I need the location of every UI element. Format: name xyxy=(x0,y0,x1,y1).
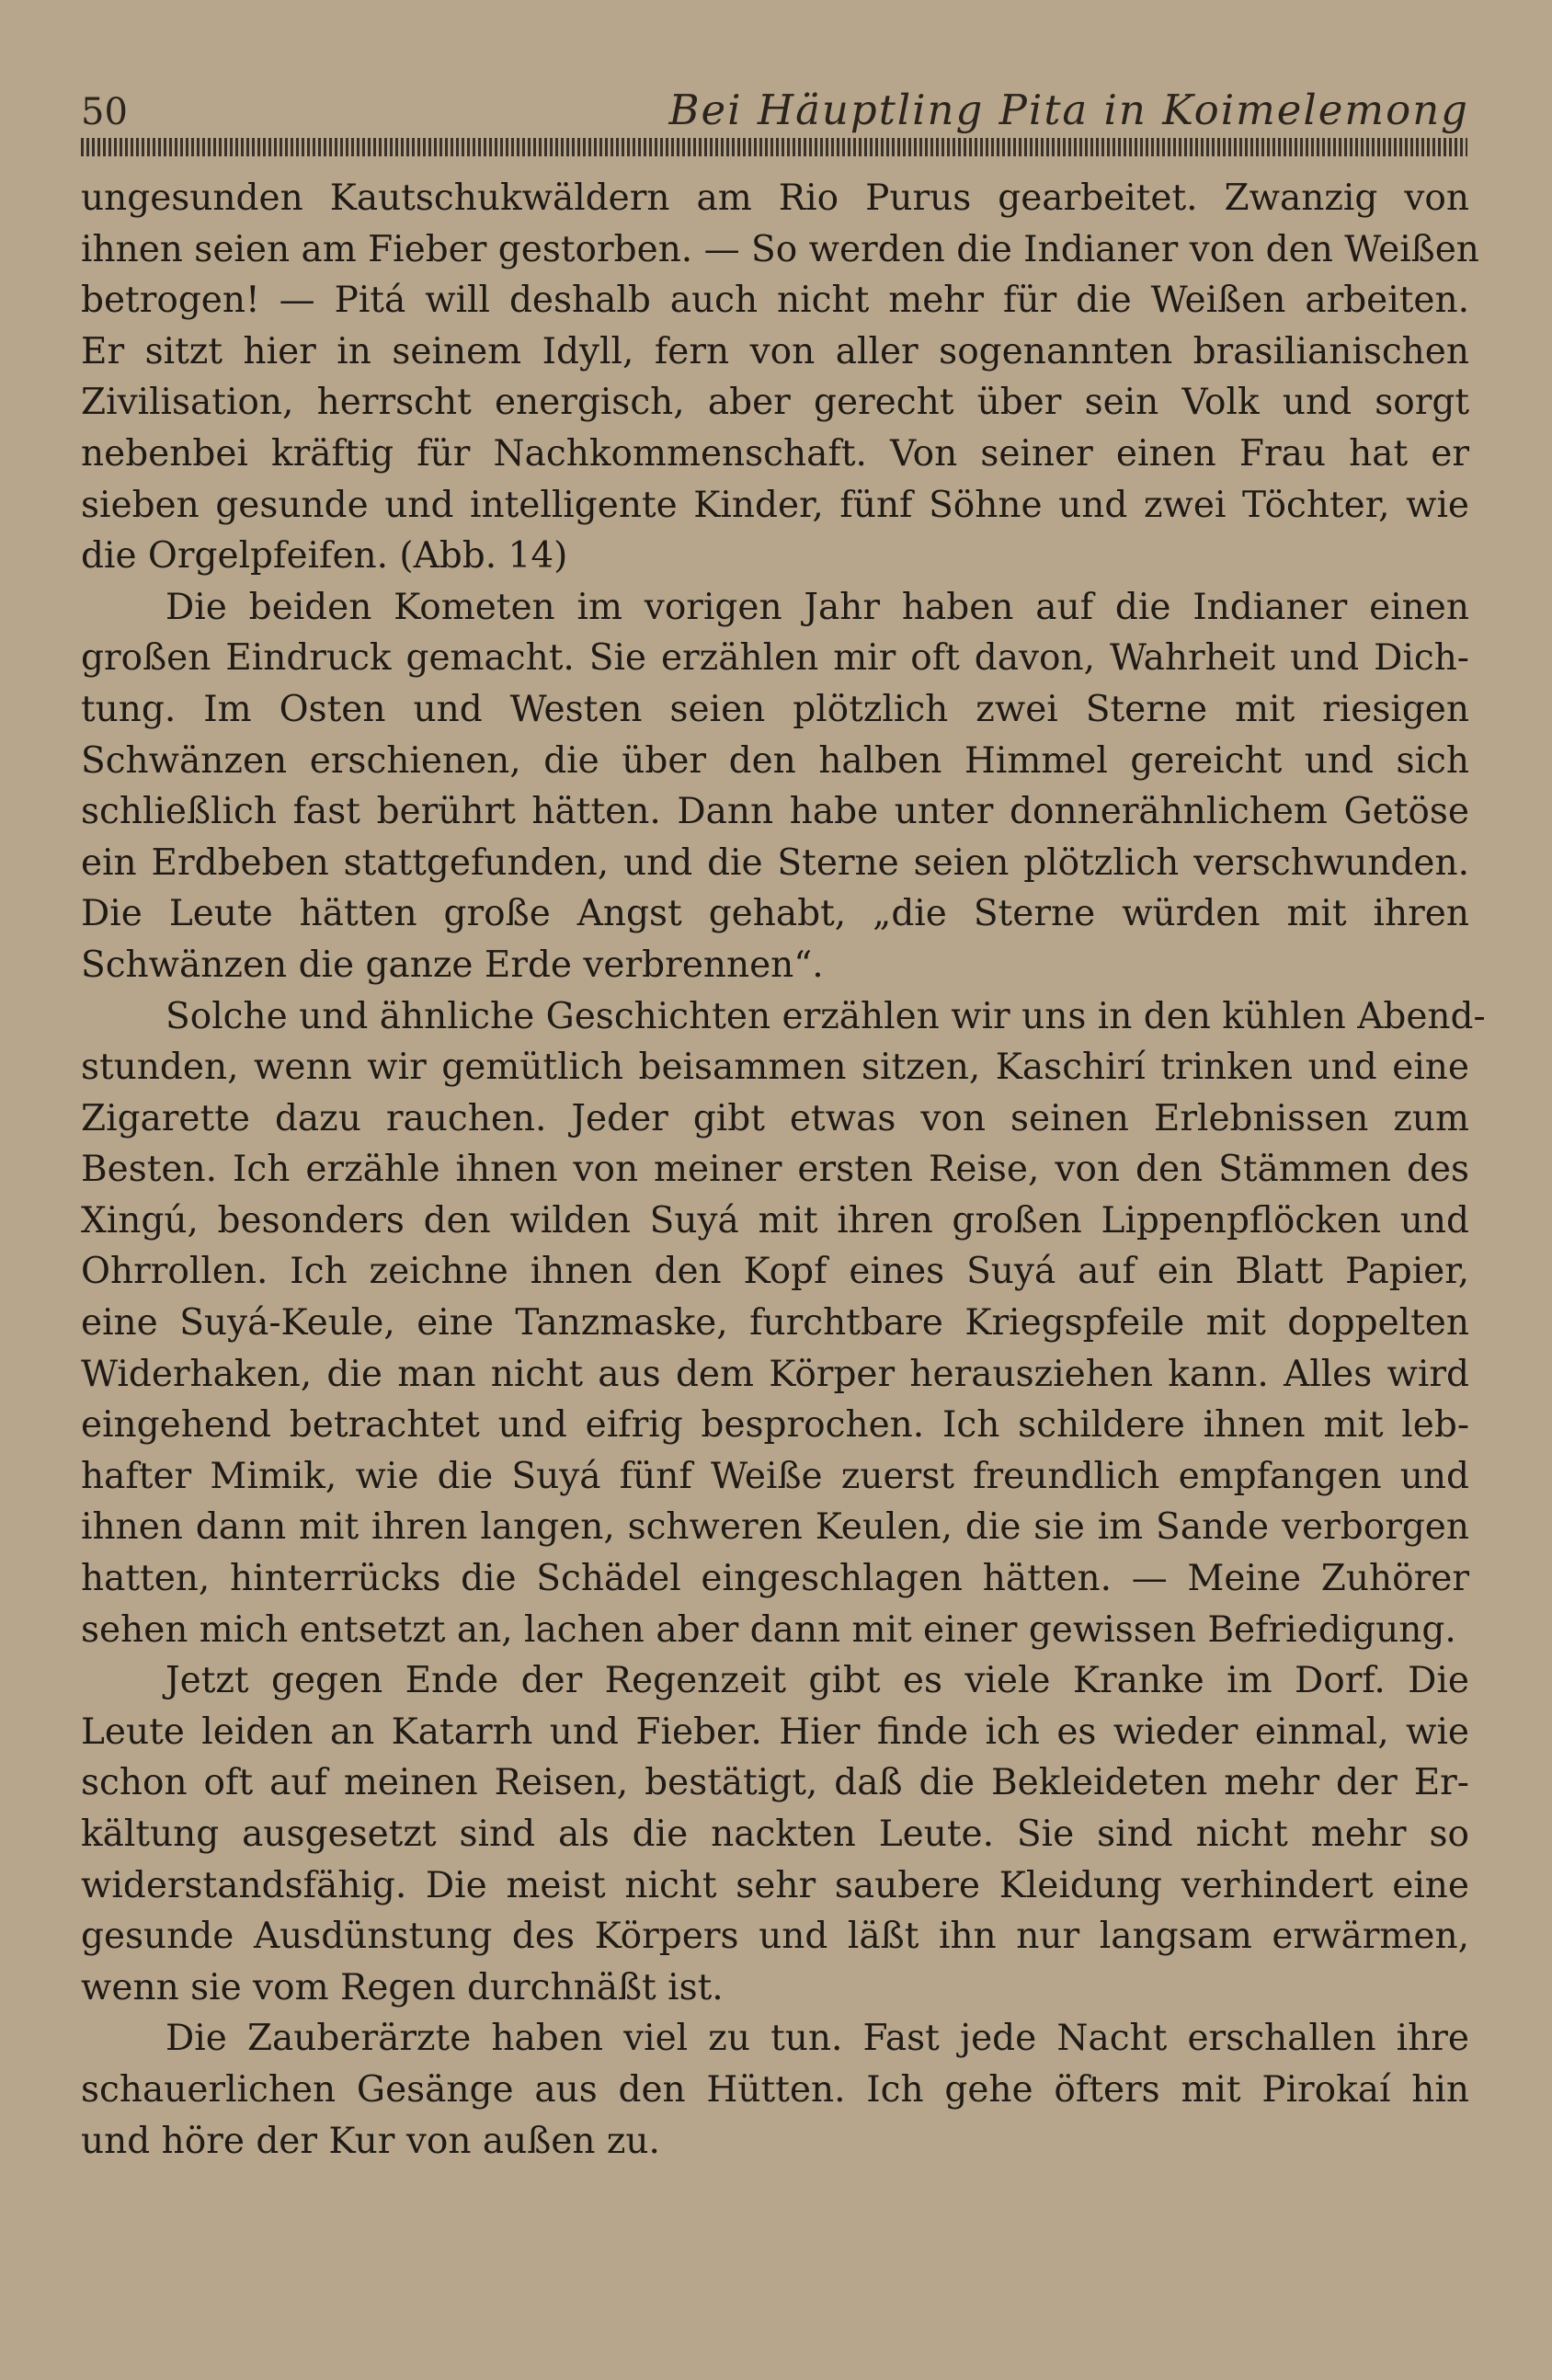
text-line: schauerlichen Gesänge aus den Hütten. Ich gehe öfters mit Pirokaí hin xyxy=(81,2068,1469,2111)
text-line: großen Eindruck gemacht. Sie erzählen mir oft davon, Wahrheit und Dich- xyxy=(81,637,1469,680)
text-line: Leute leiden an Katarrh und Fieber. Hier finde ich es wieder einmal, wie xyxy=(81,1711,1469,1753)
paragraph-first-line: Die Zauberärzte haben viel zu tun. Fast jede Nacht erschallen ihre xyxy=(165,2018,1469,2060)
text-line: und höre der Kur von außen zu. xyxy=(81,2120,660,2162)
text-line: gesunde Ausdünstung des Körpers und läßt ihn nur langsam erwärmen, xyxy=(81,1916,1469,1958)
text-line: kältung ausgesetzt sind als die nackten Leute. Sie sind nicht mehr so xyxy=(81,1814,1469,1855)
text-line: Zivilisation, herrscht energisch, aber gerecht über sein Volk und sorgt xyxy=(81,382,1469,424)
text-line: ihnen dann mit ihren langen, schweren Keulen, die sie im Sande verborgen xyxy=(81,1506,1469,1549)
paragraph-first-line: Solche und ähnliche Geschichten erzählen wir uns in den kühlen Abend- xyxy=(165,995,1486,1037)
text-line: hatten, hinterrücks die Schädel eingeschlagen hätten. — Meine Zuhörer xyxy=(81,1558,1469,1600)
text-line: Die Leute hätten große Angst gehabt, „die Sterne würden mit ihren xyxy=(81,893,1469,935)
text-line: wenn sie vom Regen durchnäßt ist. xyxy=(81,1966,724,2008)
text-line: nebenbei kräftig für Nachkommenschaft. Von seiner einen Frau hat er xyxy=(81,432,1469,475)
paragraph-first-line: Die beiden Kometen im vorigen Jahr haben auf die Indianer einen xyxy=(165,586,1469,628)
text-line: Xingú, besonders den wilden Suyá mit ihren großen Lippenpflöcken und xyxy=(81,1199,1469,1241)
text-line: ein Erdbeben stattgefunden, und die Sterne seien plötzlich verschwunden. xyxy=(81,841,1469,884)
text-line: Besten. Ich erzähle ihnen von meiner ersten Reise, von den Stämmen des xyxy=(81,1149,1469,1191)
running-title: Bei Häuptling Pita in Koimelemong xyxy=(668,86,1469,134)
text-line: eingehend betrachtet und eifrig besprochen. Ich schildere ihnen mit leb- xyxy=(81,1404,1469,1447)
paragraph-first-line: Jetzt gegen Ende der Regenzeit gibt es viele Kranke im Dorf. Die xyxy=(165,1660,1469,1702)
text-line: Ohrrollen. Ich zeichne ihnen den Kopf eines Suyá auf ein Blatt Papier, xyxy=(81,1251,1469,1293)
page-number: 50 xyxy=(81,91,128,133)
text-line: die Orgelpfeifen. (Abb. 14) xyxy=(81,535,568,578)
text-line: Schwänzen erschienen, die über den halben Himmel gereicht und sich xyxy=(81,739,1469,782)
text-line: sehen mich entsetzt an, lachen aber dann mit einer gewissen Befriedigung. xyxy=(81,1608,1456,1651)
text-line: Widerhaken, die man nicht aus dem Körper herausziehen kann. Alles wird xyxy=(81,1353,1469,1395)
text-line: betrogen! — Pitá will deshalb auch nicht mehr für die Weißen arbeiten. xyxy=(81,280,1469,322)
text-line: ungesunden Kautschukwäldern am Rio Purus gearbeitet. Zwanzig von xyxy=(81,177,1469,219)
text-line: hafter Mimik, wie die Suyá fünf Weiße zuerst freundlich empfangen und xyxy=(81,1455,1469,1497)
page-header xyxy=(81,88,1469,132)
text-line: Schwänzen die ganze Erde verbrennen“. xyxy=(81,944,824,986)
text-line: sieben gesunde und intelligente Kinder, fünf Söhne und zwei Töchter, wie xyxy=(81,484,1469,526)
ornamental-header-rule xyxy=(81,138,1467,156)
body-text xyxy=(81,173,1486,2167)
text-line: widerstandsfähig. Die meist nicht sehr saubere Kleidung verhindert eine xyxy=(81,1864,1469,1906)
text-line: eine Suyá-Keule, eine Tanzmaske, furchtbare Kriegspfeile mit doppelten xyxy=(81,1302,1469,1344)
text-line: Er sitzt hier in seinem Idyll, fern von aller sogenannten brasilianischen xyxy=(81,330,1469,372)
text-line: Zigarette dazu rauchen. Jeder gibt etwas von seinen Erlebnissen zum xyxy=(81,1097,1469,1139)
text-line: schon oft auf meinen Reisen, bestätigt, daß die Bekleideten mehr der Er- xyxy=(81,1762,1469,1804)
text-line: ihnen seien am Fieber gestorben. — So werden die Indianer von den Weißen xyxy=(81,228,1479,270)
text-line: tung. Im Osten und Westen seien plötzlich zwei Sterne mit riesigen xyxy=(81,688,1469,730)
text-line: schließlich fast berührt hätten. Dann habe unter donnerähnlichem Getöse xyxy=(81,791,1469,833)
text-line: stunden, wenn wir gemütlich beisammen sitzen, Kaschirí trinken und eine xyxy=(81,1047,1469,1089)
